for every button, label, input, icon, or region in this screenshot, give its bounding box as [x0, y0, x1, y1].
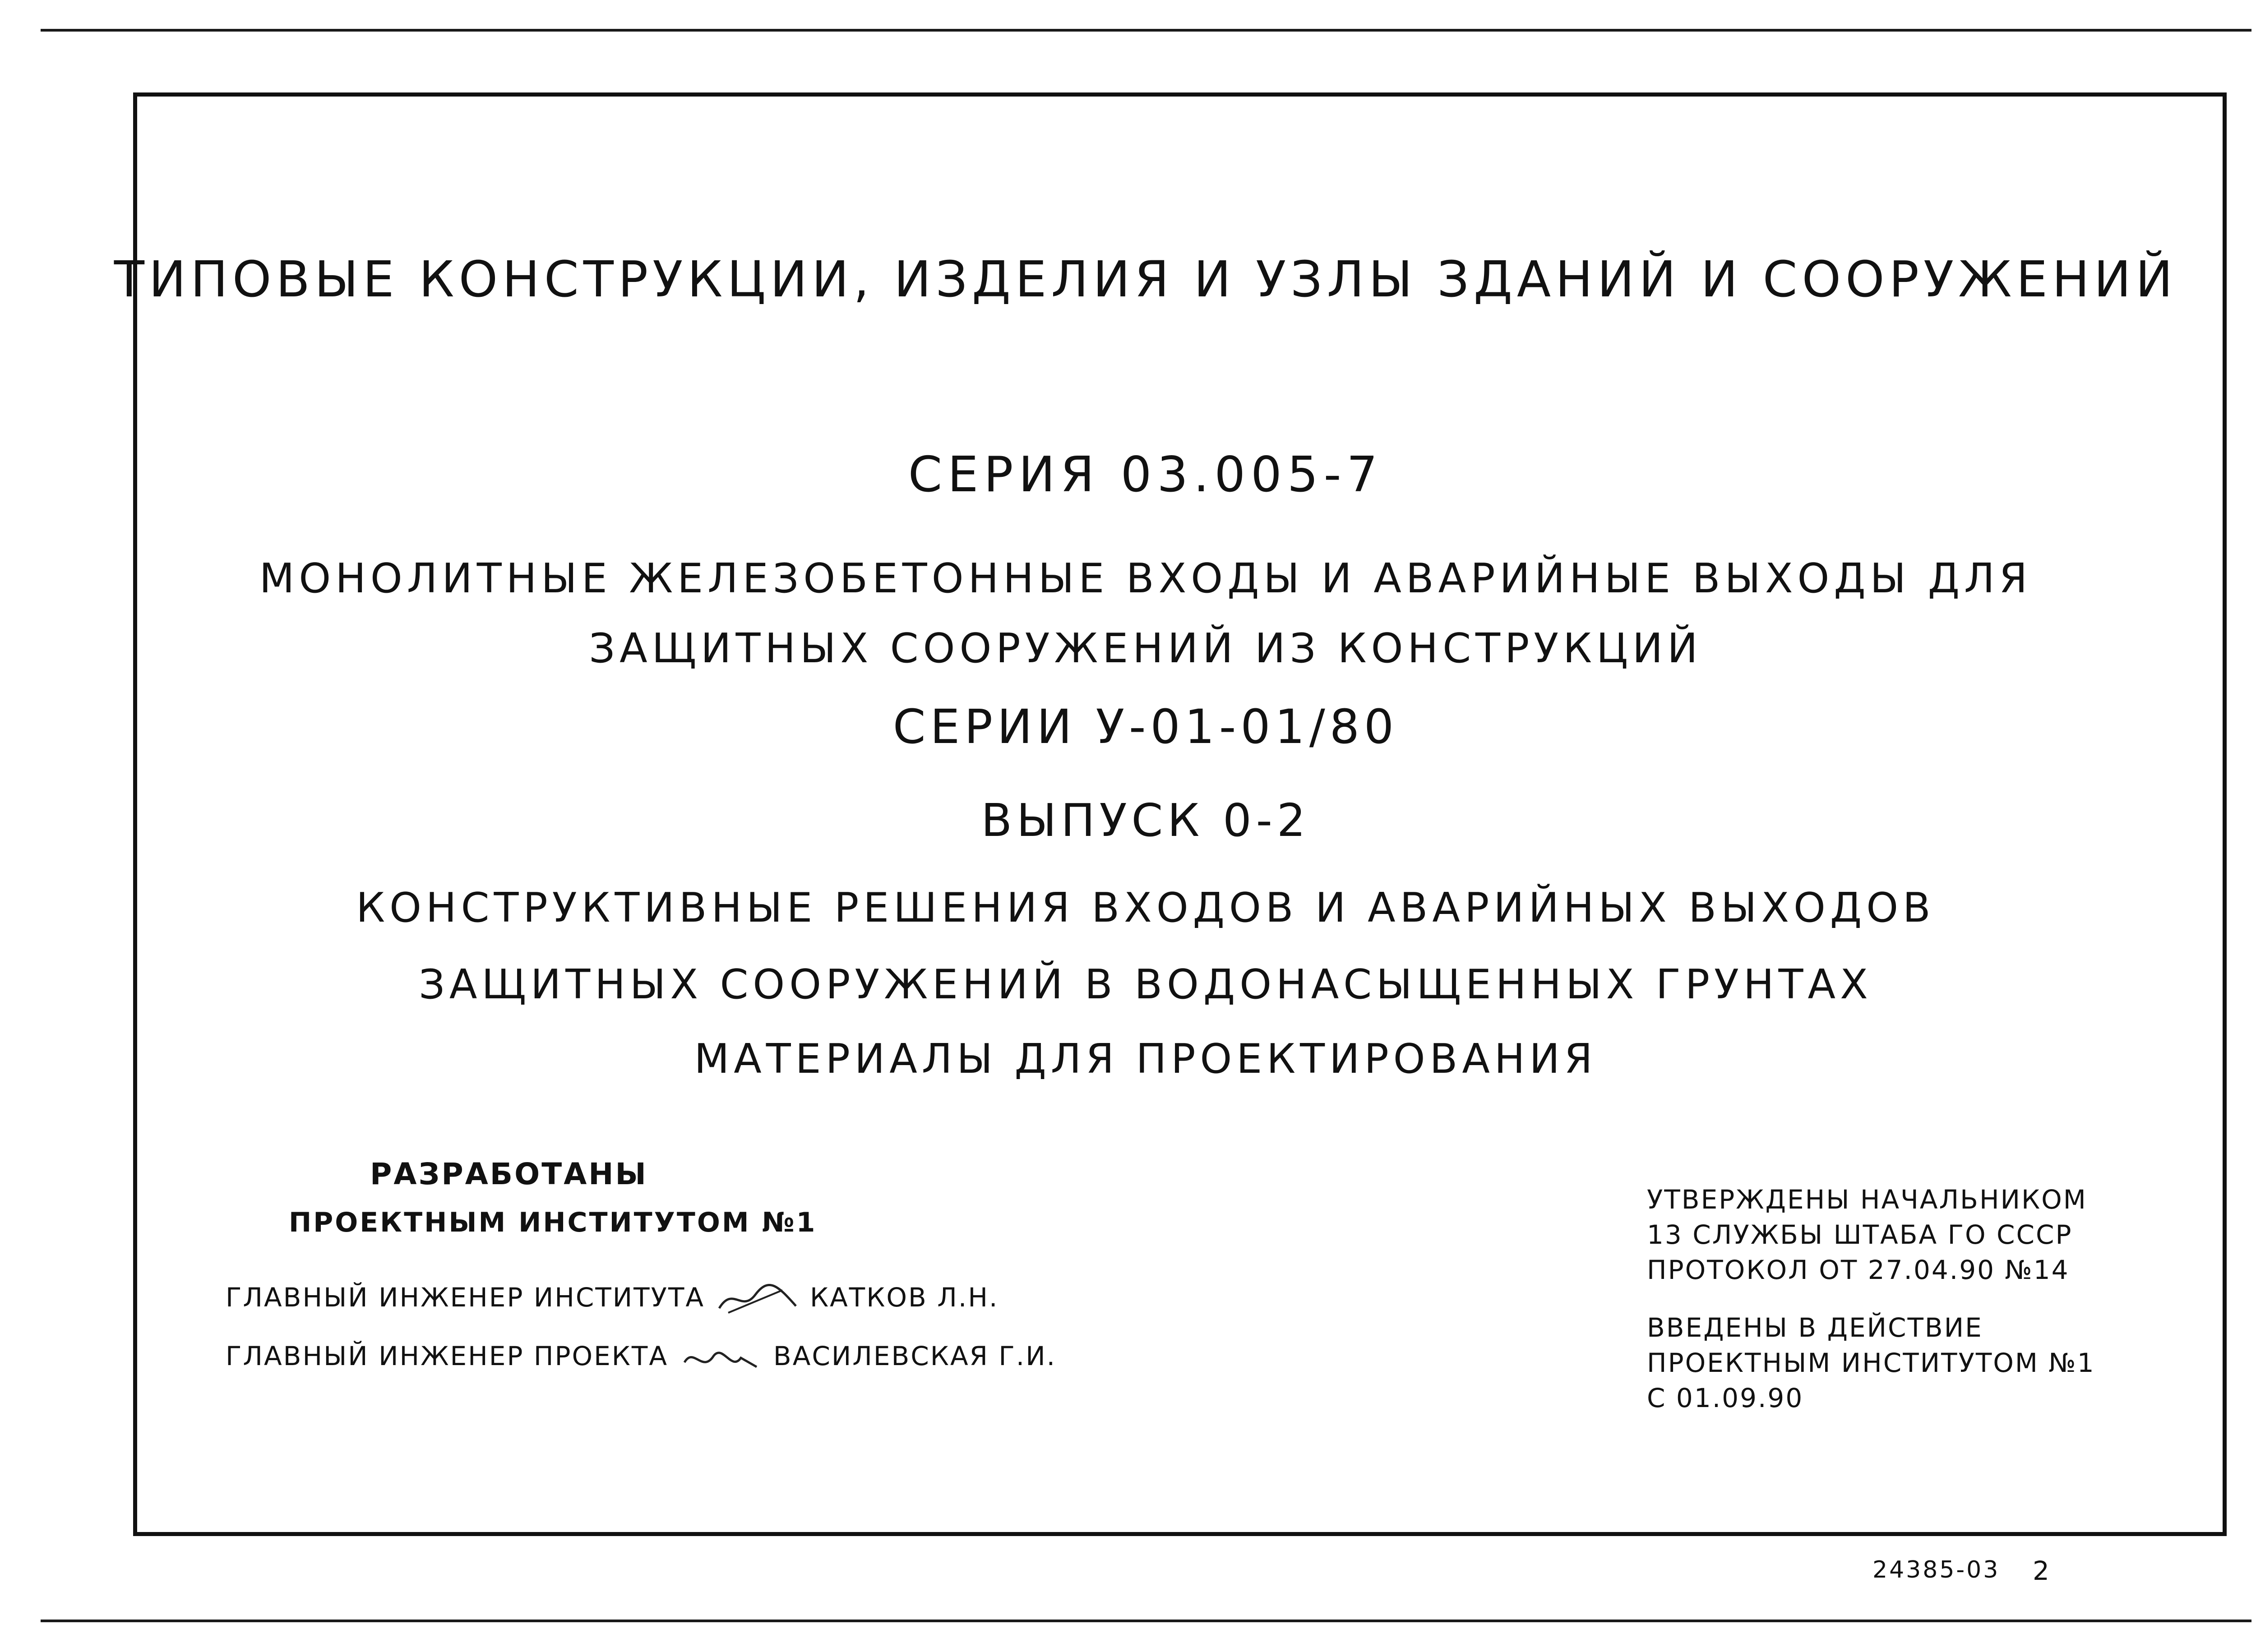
- signatory-role: ГЛАВНЫЙ ИНЖЕНЕР ПРОЕКТА: [226, 1341, 669, 1372]
- approval-line: С 01.09.90: [1647, 1383, 1804, 1413]
- subtitle-line-2: ЗАЩИТНЫХ СООРУЖЕНИЙ ИЗ КОНСТРУКЦИЙ: [589, 625, 1702, 672]
- handwritten-signature: [678, 1340, 763, 1376]
- signatory-role: ГЛАВНЫЙ ИНЖЕНЕР ИНСТИТУТА: [226, 1282, 705, 1313]
- signatory-row: [226, 1281, 999, 1317]
- approval-line: 13 СЛУЖБЫ ШТАБА ГО СССР: [1647, 1219, 2073, 1250]
- subtitle-line-1: МОНОЛИТНЫЕ ЖЕЛЕЗОБЕТОННЫЕ ВХОДЫ И АВАРИЙНЫЕ ВЫХОДЫ ДЛЯ: [259, 555, 2032, 602]
- subtitle-line-3: СЕРИИ У-01-01/80: [892, 699, 1399, 754]
- approval-line: УТВЕРЖДЕНЫ НАЧАЛЬНИКОМ: [1647, 1184, 2087, 1215]
- top-rule: [41, 29, 2251, 32]
- signatory-name: ВАСИЛЕВСКАЯ Г.И.: [773, 1341, 1057, 1372]
- handwritten-signature: [715, 1281, 800, 1317]
- signatory-row: [226, 1340, 1056, 1376]
- bottom-rule: [41, 1620, 2251, 1622]
- developed-institute: ПРОЕКТНЫМ ИНСТИТУТОМ №1: [289, 1207, 817, 1238]
- approval-line: ВВЕДЕНЫ В ДЕЙСТВИЕ: [1647, 1312, 1983, 1343]
- document-code: 24385-03: [1872, 1556, 2000, 1583]
- description-line-1: КОНСТРУКТИВНЫЕ РЕШЕНИЯ ВХОДОВ И АВАРИЙНЫХ ВЫХОДОВ: [356, 884, 1935, 932]
- description-line-2: ЗАЩИТНЫХ СООРУЖЕНИЙ В ВОДОНАСЫЩЕННЫХ ГРУНТАХ: [419, 961, 1872, 1008]
- document-title: ТИПОВЫЕ КОНСТРУКЦИИ, ИЗДЕЛИЯ И УЗЛЫ ЗДАНИЙ И СООРУЖЕНИЙ: [114, 250, 2177, 308]
- spacer: [1647, 1287, 2095, 1310]
- developed-heading: РАЗРАБОТАНЫ: [370, 1157, 648, 1191]
- signatory-name: КАТКОВ Л.Н.: [809, 1282, 999, 1313]
- approval-line: ПРОЕКТНЫМ ИНСТИТУТОМ №1: [1647, 1347, 2095, 1378]
- approval-line: ПРОТОКОЛ ОТ 27.04.90 №14: [1647, 1255, 2070, 1285]
- approval-block: [1647, 1182, 2095, 1416]
- description-line-3: МАТЕРИАЛЫ ДЛЯ ПРОЕКТИРОВАНИЯ: [694, 1035, 1597, 1083]
- issue-label: ВЫПУСК 0-2: [981, 794, 1310, 847]
- series-label: СЕРИЯ 03.005-7: [908, 447, 1383, 503]
- sheet-number: 2: [2033, 1555, 2049, 1586]
